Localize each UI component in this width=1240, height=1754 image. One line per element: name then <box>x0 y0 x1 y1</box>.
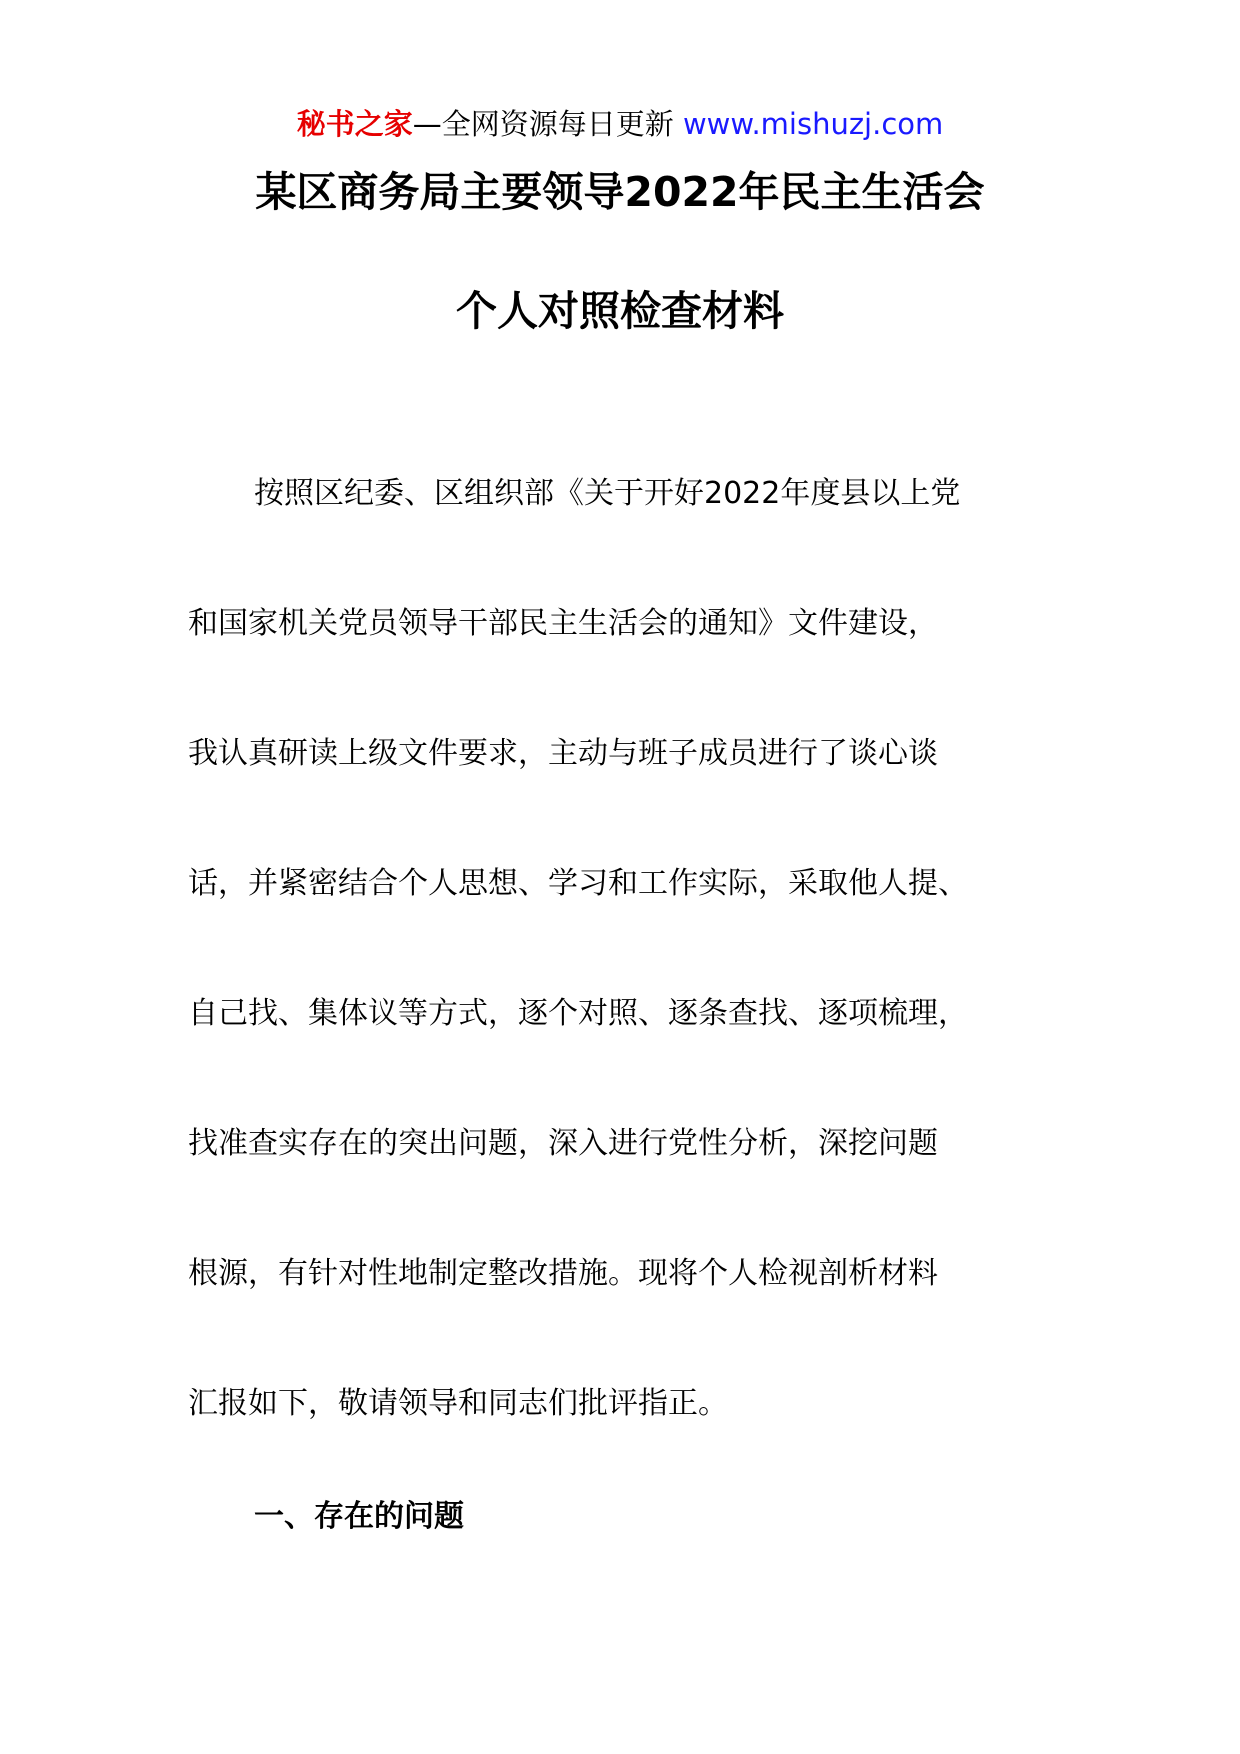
brand-name: 秘书之家 <box>296 107 413 141</box>
body-line-7: 根源，有针对性地制定整改措施。现将个人检视剖析材料 <box>188 1256 938 1291</box>
body-line-6: 找准查实存在的突出问题，深入进行党性分析，深挖问题 <box>188 1126 938 1161</box>
body-line-1: 按照区纪委、区组织部《关于开好2022年度县以上党 <box>254 476 961 511</box>
document-title-line-1: 某区商务局主要领导2022年民主生活会 <box>255 168 985 216</box>
header-slogan: —全网资源每日更新 <box>412 107 674 141</box>
body-line-8: 汇报如下，敬请领导和同志们批评指正。 <box>188 1386 728 1421</box>
section-heading: 一、存在的问题 <box>254 1499 464 1534</box>
body-line-3: 我认真研读上级文件要求，主动与班子成员进行了谈心谈 <box>188 736 938 771</box>
body-line-4: 话，并紧密结合个人思想、学习和工作实际，采取他人提、 <box>188 866 968 901</box>
body-line-5: 自己找、集体议等方式，逐个对照、逐条查找、逐项梳理， <box>188 996 968 1031</box>
body-line-2: 和国家机关党员领导干部民主生活会的通知》文件建设， <box>188 606 938 641</box>
document-title-line-2: 个人对照检查材料 <box>456 287 784 335</box>
site-url-link[interactable]: www.mishuzj.com <box>682 107 944 141</box>
site-header <box>0 104 1240 144</box>
